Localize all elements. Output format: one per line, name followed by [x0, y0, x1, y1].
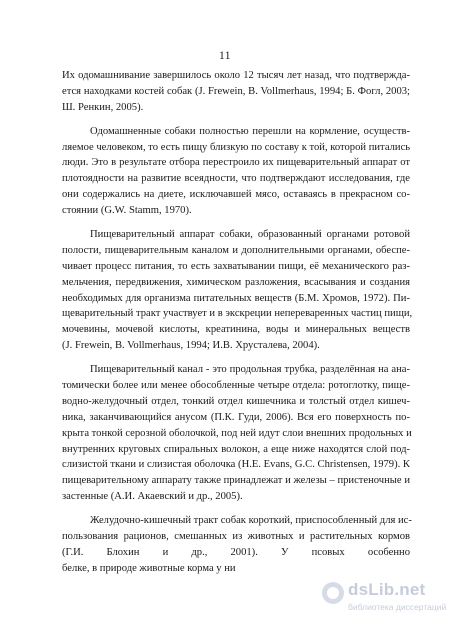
text-line: щеварительный тракт участвует и в экскреции непереваренных частиц пищи, [62, 308, 413, 320]
paragraph-gap [62, 505, 410, 513]
text-line: они содержались на диете, исключавшей мясо, оставаясь в прекрасном со- [62, 189, 410, 201]
text-line: полости, пищеварительным каналом и дополнительными органами, обеспе- [62, 244, 410, 256]
page-number: 11 [218, 50, 232, 62]
paragraph [62, 362, 410, 505]
text-line: Одомашненные собаки полностью перешли на кормление, осуществ- [90, 125, 410, 137]
watermark-subtitle: библиотека диссертаций [348, 602, 447, 612]
paragraph-gap [62, 354, 410, 362]
text-line: томически более или менее обособленные четыре отдела: ротоглотку, пище- [62, 380, 410, 392]
text-line: люди. Это в результате отбора перестроило их пищеварительный аппарат от [62, 157, 410, 169]
text-line: слизистой ткани и слизистая оболочка (H.E. Evans, G.C. Christensen, 1979). К [62, 459, 410, 471]
paragraph [62, 513, 410, 577]
text-line: Пищеварительный канал - это продольная трубка, разделённая на ана- [90, 364, 410, 376]
text-line: застенные (А.И. Акаевский и др., 2005). [62, 491, 243, 503]
watermark-brand: dsLib.net [348, 580, 426, 599]
text-line: (Г.И. Блохин и др., 2001). У псовых особенно [62, 546, 410, 558]
text-line: пищеварительному аппарату также принадлежат и железы – пристеночные и [62, 475, 410, 487]
text-line: Их одомашнивание завершилось около 12 тысяч лет назад, что подтвержда- [62, 70, 410, 81]
text-line: водно-желудочный отдел, тонкий отдел кишечника и толстый отдел кишеч- [62, 395, 410, 407]
text-line: Пищеварительный аппарат собаки, образованный органами ротовой [90, 229, 410, 241]
text-line: белке, в природе животные корма у ни [62, 562, 236, 574]
text-line: Ш. Ренкин, 2005). [62, 101, 144, 113]
watermark-logo-icon [322, 582, 344, 604]
text-line: мочевины, мочевой кислоты, креатинина, воды и минеральных веществ [62, 324, 410, 336]
text-line: внутренних круговых спиральных волокон, а еще ниже находятся слой под- [62, 443, 410, 455]
text-line: Желудочно-кишечный тракт собак короткий, приспособленный для ис- [90, 515, 412, 527]
text-line: необходимых для организма питательных веществ (Б.М. Хромов, 1972). Пи- [62, 292, 410, 304]
text-line: ляемое человеком, то есть пищу близкую по составу к той, которой питались [62, 141, 411, 153]
text-line: стоянии (G.W. Stamm, 1970). [62, 205, 192, 217]
paragraph-gap [62, 219, 410, 227]
paragraph-gap [62, 116, 410, 124]
text-line: ника, заканчивающийся анусом (П.К. Гуди, 2006). Вся его поверхность по- [62, 411, 410, 423]
watermark [322, 580, 447, 620]
text-line: ется находками костей собак (J. Frewein, B. Vollmerhaus, 1994; Б. Фогл, 2003; [62, 85, 410, 97]
paragraph [62, 124, 410, 219]
paragraph [62, 68, 410, 116]
document-body [62, 68, 413, 577]
paragraph [62, 227, 413, 354]
text-line: мельчения, передвижения, химическом разложения, всасывания и создания [62, 276, 410, 288]
text-line: (J. Frewein, B. Vollmerhaus, 1994; И.В. Хрусталева, 2004). [62, 340, 320, 352]
text-line: пользования рационов, смешанных из животных и растительных кормов [62, 531, 410, 543]
text-line: чивает процесс питания, то есть захватывании пищи, её механического раз- [62, 260, 410, 272]
text-line: крыта тонкой серозной оболочкой, под ней идут слои внешних продольных и [62, 427, 412, 439]
text-line: плотоядности на развитие всеядности, что подтверждают исследования, где [62, 173, 410, 185]
